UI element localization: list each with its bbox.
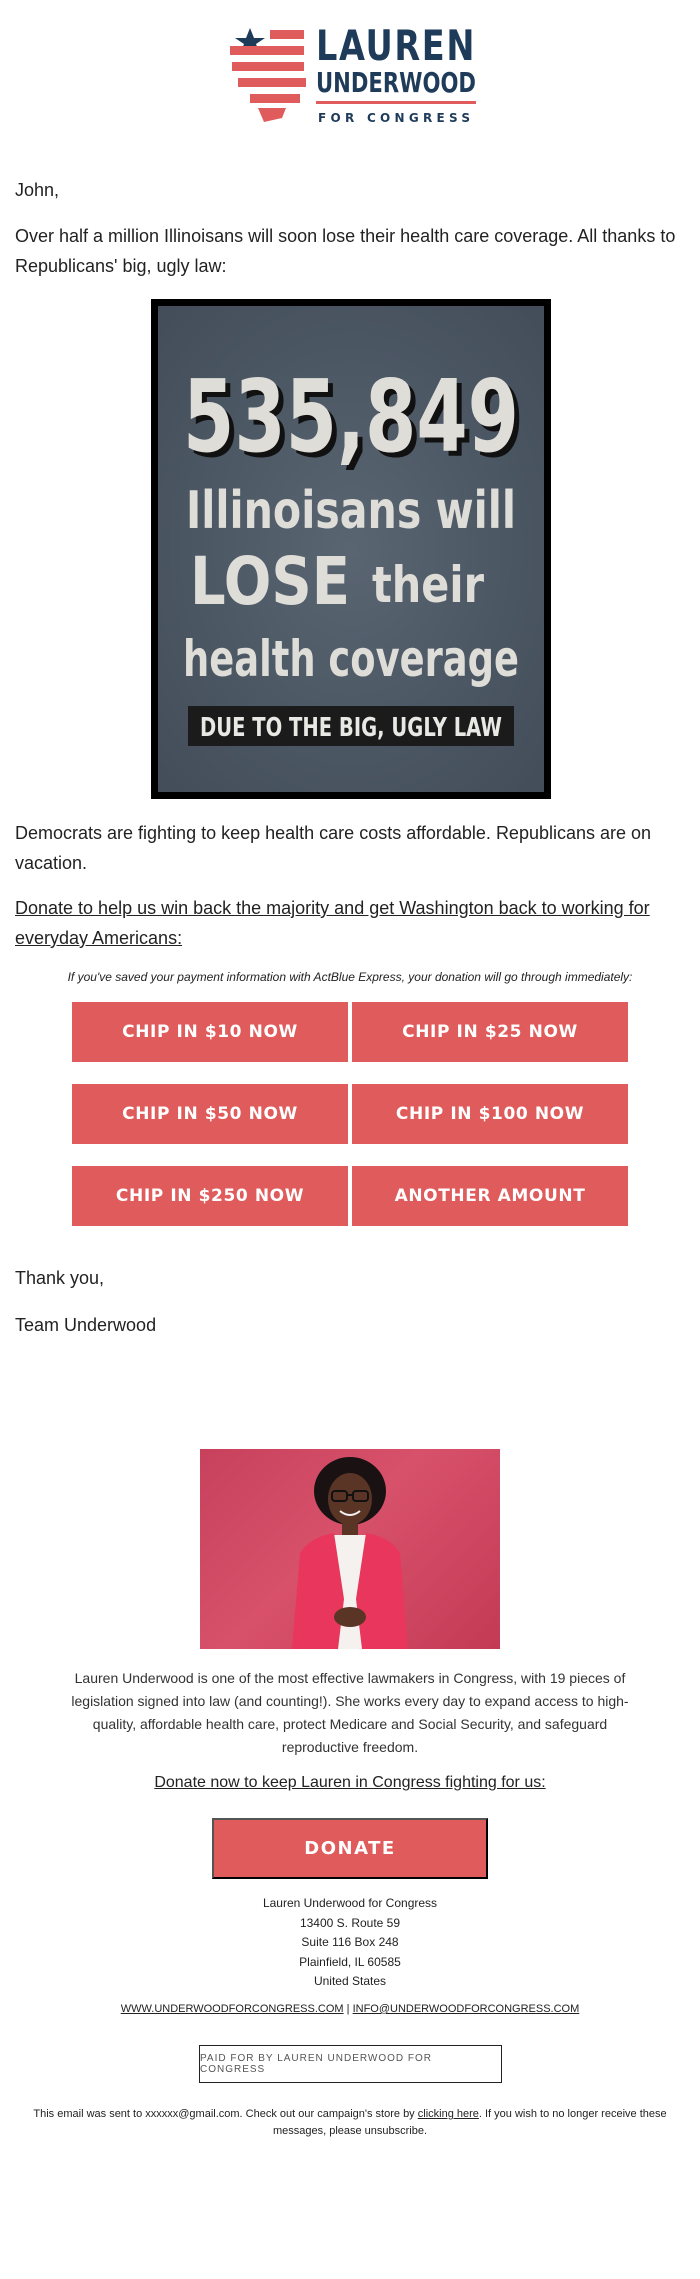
democrats-paragraph: Democrats are fighting to keep health care costs affordable. Republicans are on vacation.	[15, 823, 652, 873]
hero-line3: health coverage	[183, 630, 519, 688]
email-link[interactable]: INFO@UNDERWOODFORCONGRESS.COM	[352, 2003, 580, 2015]
flag-state-icon	[230, 28, 306, 122]
candidate-bio: Lauren Underwood is one of the most effective lawmakers in Congress, with 19 pieces of legislation signed into law (and counting!). She works every day to expand access to high-quality, affordable health care, protect Medicare and Social Security, and safeguard reproductive freedom.	[71, 1670, 629, 1755]
chip-in-25-button[interactable]: CHIP IN $25 NOW	[352, 1002, 628, 1062]
email-footer	[25, 2106, 675, 2140]
chip-in-100-button[interactable]: CHIP IN $100 NOW	[352, 1084, 628, 1144]
actblue-note: If you've saved your payment information with ActBlue Express, your donation will go through immediately:	[67, 970, 633, 984]
address-country: United States	[313, 1974, 387, 1988]
chip-in-250-button[interactable]: CHIP IN $250 NOW	[72, 1166, 348, 1226]
hero-text-art	[158, 306, 544, 792]
another-amount-button[interactable]: ANOTHER AMOUNT	[352, 1166, 628, 1226]
chip-in-10-button[interactable]: CHIP IN $10 NOW	[72, 1002, 348, 1062]
hero-line1: Illinoisans will	[186, 481, 516, 541]
links-separator: |	[343, 2003, 353, 2015]
greeting: John,	[15, 180, 60, 200]
hero-number: 535,849	[183, 358, 519, 475]
address-city: Plainfield, IL 60585	[299, 1954, 401, 1969]
donate-button[interactable]: DONATE	[212, 1818, 488, 1879]
paid-for-disclaimer: PAID FOR BY LAUREN UNDERWOOD FOR CONGRESS	[199, 2045, 502, 2083]
thank-you: Thank you,	[15, 1268, 105, 1288]
hero-graphic-inner	[158, 306, 544, 792]
address-suite: Suite 116 Box 248	[301, 1935, 399, 1949]
address-street: 13400 S. Route 59	[299, 1915, 401, 1930]
contact-links	[0, 2003, 700, 2015]
hero-banner: DUE TO THE BIG, UGLY LAW	[200, 713, 502, 743]
donate-link-paragraph	[15, 893, 685, 953]
intro-paragraph: Over half a million Illinoisans will soon lose their health care coverage. All thanks to Republicans' big, ugly law:	[15, 226, 676, 276]
hero-number-shadow: 535,849	[188, 363, 524, 480]
chip-in-50-button[interactable]: CHIP IN $50 NOW	[72, 1084, 348, 1144]
candidate-portrait-illustration	[200, 1449, 500, 1649]
donate-help-link[interactable]: Donate to help us win back the majority and get Washington back to working for everyday Americans:	[15, 898, 650, 948]
footer-text-after: . If you wish to no longer receive these messages, please unsubscribe.	[272, 2108, 667, 2137]
footer-text-before: This email was sent to xxxxxx@gmail.com. Check out our campaign's store by	[33, 2108, 418, 2120]
mailing-address	[0, 1894, 700, 1992]
campaign-logo	[0, 16, 700, 136]
donate-cta	[0, 1774, 700, 1792]
hero-lose: LOSE	[190, 543, 350, 620]
candidate-photo	[200, 1449, 500, 1649]
hero-graphic	[151, 299, 551, 799]
donate-cta-link[interactable]: Donate now to keep Lauren in Congress fighting for us:	[154, 1774, 546, 1791]
address-name: Lauren Underwood for Congress	[262, 1896, 438, 1910]
signature: Team Underwood	[15, 1315, 157, 1335]
store-link[interactable]: clicking here	[417, 2108, 479, 2120]
logo-line3: FOR CONGRESS	[318, 111, 474, 125]
logo-line2: UNDERWOOD	[316, 66, 476, 99]
logo-graphic	[220, 16, 480, 136]
website-link[interactable]: WWW.UNDERWOODFORCONGRESS.COM	[120, 2003, 344, 2015]
logo-line1: LAUREN	[316, 21, 476, 70]
hero-their: their	[372, 556, 485, 614]
